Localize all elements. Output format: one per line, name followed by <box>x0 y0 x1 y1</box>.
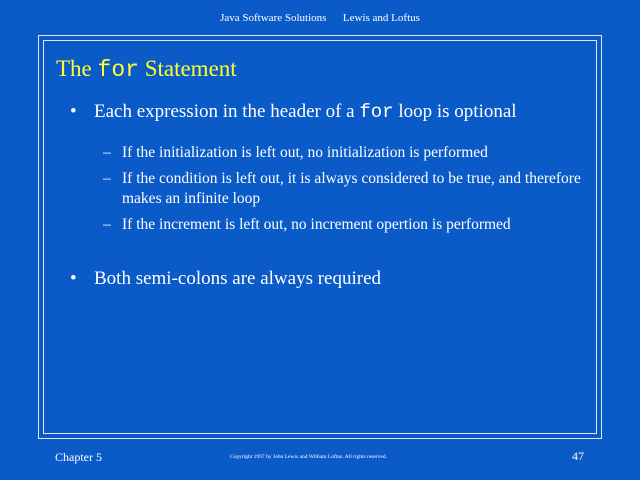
bullet-text-prefix: Each expression in the header of a <box>94 101 360 122</box>
chapter-label: Chapter 5 <box>55 450 102 464</box>
bullet-text-suffix: loop is optional <box>393 101 517 122</box>
title-code: for <box>97 57 139 83</box>
bullet-code: for <box>359 101 394 123</box>
dash-marker: – <box>103 144 111 161</box>
sub-bullet-item <box>103 169 598 209</box>
title-prefix: The <box>56 56 98 81</box>
dash-marker: – <box>103 216 111 233</box>
sub-bullet-item <box>103 215 598 235</box>
bullet-marker: • <box>70 268 77 289</box>
sub-bullet-text: If the condition is left out, it is always considered to be true, and therefore makes an infinite loop <box>122 170 581 207</box>
slide-title <box>56 56 237 83</box>
dash-marker: – <box>103 170 111 187</box>
bullet-item <box>70 268 381 290</box>
bullet-marker: • <box>70 101 77 122</box>
sub-bullet-item <box>103 143 598 163</box>
sub-bullet-text: If the initialization is left out, no initialization is performed <box>122 144 488 161</box>
sub-bullet-list <box>103 143 598 241</box>
course-title: Java Software Solutions <box>220 12 327 24</box>
slide-header <box>0 12 640 24</box>
bullet-item <box>70 101 517 123</box>
page-number: 47 <box>572 449 584 463</box>
bullet-text: Both semi-colons are always required <box>94 268 382 289</box>
copyright-notice: Copyright 1997 by John Lewis and William Loftus. All rights reserved. <box>230 454 388 460</box>
authors: Lewis and Loftus <box>342 12 420 24</box>
sub-bullet-text: If the increment is left out, no increment opertion is performed <box>122 216 511 233</box>
title-suffix: Statement <box>138 56 237 81</box>
